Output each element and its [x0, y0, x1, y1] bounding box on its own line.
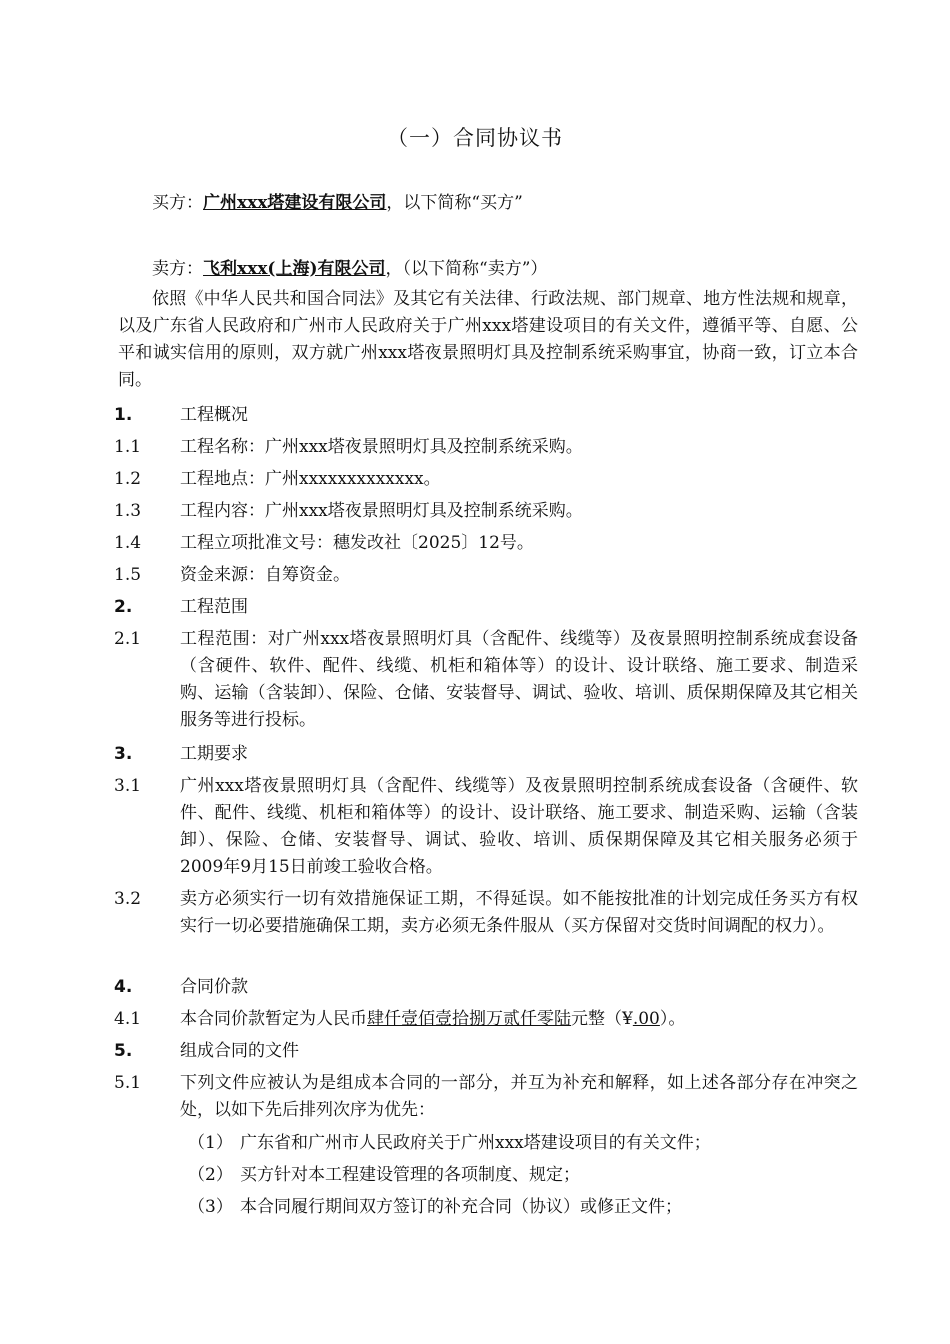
list-item-number: （2）: [188, 1165, 233, 1185]
buyer-suffix: ，以下简称“买方”: [386, 193, 523, 213]
clause-number: 1.1: [114, 437, 142, 457]
price-amount-number: .00: [632, 1009, 660, 1029]
clause-number: 1.5: [114, 565, 142, 585]
buyer-name: 广州xxx塔建设有限公司: [203, 193, 387, 213]
list-item-number: （3）: [188, 1197, 233, 1217]
list-item: [188, 1194, 858, 1221]
section-number: 5.: [114, 1041, 133, 1061]
list-item-text: 买方针对本工程建设管理的各项制度、规定；: [240, 1165, 580, 1185]
price-middle: 元整（¥: [571, 1009, 633, 1029]
intro-paragraph: 依照《中华人民共和国合同法》及其它有关法律、行政法规、部门规章、地方性法规和规章，以及广东省人民政府和广州市人民政府关于广州xxx塔建设项目的有关文件，遵循平等、自愿、公平和诚实信用的原则，双方就广州xxx塔夜景照明灯具及控制系统采购事宜，协商一致，订立本合同。: [118, 289, 858, 390]
seller-label: 卖方：: [152, 259, 203, 279]
clause-number: 1.2: [114, 469, 142, 489]
clause-number: 3.1: [114, 776, 142, 796]
seller-name: 飞利xxx(上海)有限公司: [203, 259, 386, 279]
page-title: （一）合同协议书: [387, 126, 563, 150]
section-number: 1.: [114, 405, 133, 425]
clause-text: [180, 1006, 858, 1033]
list-item: [188, 1130, 858, 1157]
clause-number: 1.3: [114, 501, 142, 521]
section-heading: 工程概况: [180, 405, 248, 425]
price-amount-words: 肆仟壹佰壹拾捌万贰仟零陆: [367, 1009, 571, 1029]
section-heading: 组成合同的文件: [180, 1041, 299, 1061]
clause-text: 资金来源：自筹资金。: [180, 565, 350, 585]
section-heading: 工程范围: [180, 597, 248, 617]
clause-text: 广州xxx塔夜景照明灯具（含配件、线缆等）及夜景照明控制系统成套设备（含硬件、软件、配件、线缆、机柜和箱体等）的设计、设计联络、施工要求、制造采购、运输（含装卸）、保险、仓储、安装督导、调试、验收、培训、质保期保障及其它相关服务必须于2009年9月15日前竣工验收合格。: [180, 776, 858, 877]
seller-line: [152, 256, 547, 282]
section-number: 3.: [114, 744, 133, 764]
clause-text: 工程地点：广州xxxxxxxxxxxxx。: [180, 469, 441, 489]
clause-number: 5.1: [114, 1073, 142, 1093]
list-item-number: （1）: [188, 1133, 233, 1153]
clause-text: 下列文件应被认为是组成本合同的一部分，并互为补充和解释，如上述各部分存在冲突之处，以如下先后排列次序为优先：: [180, 1073, 858, 1120]
clause-text: 卖方必须实行一切有效措施保证工期，不得延误。如不能按批准的计划完成任务买方有权实行一切必要措施确保工期，卖方必须无条件服从（买方保留对交货时间调配的权力）。: [180, 889, 858, 936]
list-item-text: 广东省和广州市人民政府关于广州xxx塔建设项目的有关文件；: [240, 1133, 711, 1153]
price-prefix: 本合同价款暂定为人民币: [180, 1009, 367, 1029]
clause-text: 工程范围：对广州xxx塔夜景照明灯具（含配件、线缆等）及夜景照明控制系统成套设备（含硬件、软件、配件、线缆、机柜和箱体等）的设计、设计联络、施工要求、制造采购、运输（含装卸）、保险、仓储、安装督导、调试、验收、培训、质保期保障及其它相关服务等进行投标。: [180, 629, 858, 730]
section-number: 2.: [114, 597, 133, 617]
section-number: 4.: [114, 977, 133, 997]
seller-suffix: ，（以下简称“卖方”）: [385, 259, 548, 279]
clause-text: 工程立项批准文号：穗发改社〔2025〕12号。: [180, 533, 534, 553]
section-heading: 合同价款: [180, 977, 248, 997]
clause-text: 工程内容：广州xxx塔夜景照明灯具及控制系统采购。: [180, 501, 583, 521]
list-item-text: 本合同履行期间双方签订的补充合同（协议）或修正文件；: [240, 1197, 682, 1217]
price-suffix: ）。: [659, 1009, 686, 1029]
buyer-label: 买方：: [152, 193, 203, 213]
clause-text: 工程名称：广州xxx塔夜景照明灯具及控制系统采购。: [180, 437, 583, 457]
clause-number: 1.4: [114, 533, 142, 553]
buyer-line: [152, 190, 523, 216]
clause-number: 4.1: [114, 1009, 142, 1029]
section-heading: 工期要求: [180, 744, 248, 764]
clause-number: 2.1: [114, 629, 142, 649]
clause-number: 3.2: [114, 889, 142, 909]
list-item: [188, 1162, 858, 1189]
